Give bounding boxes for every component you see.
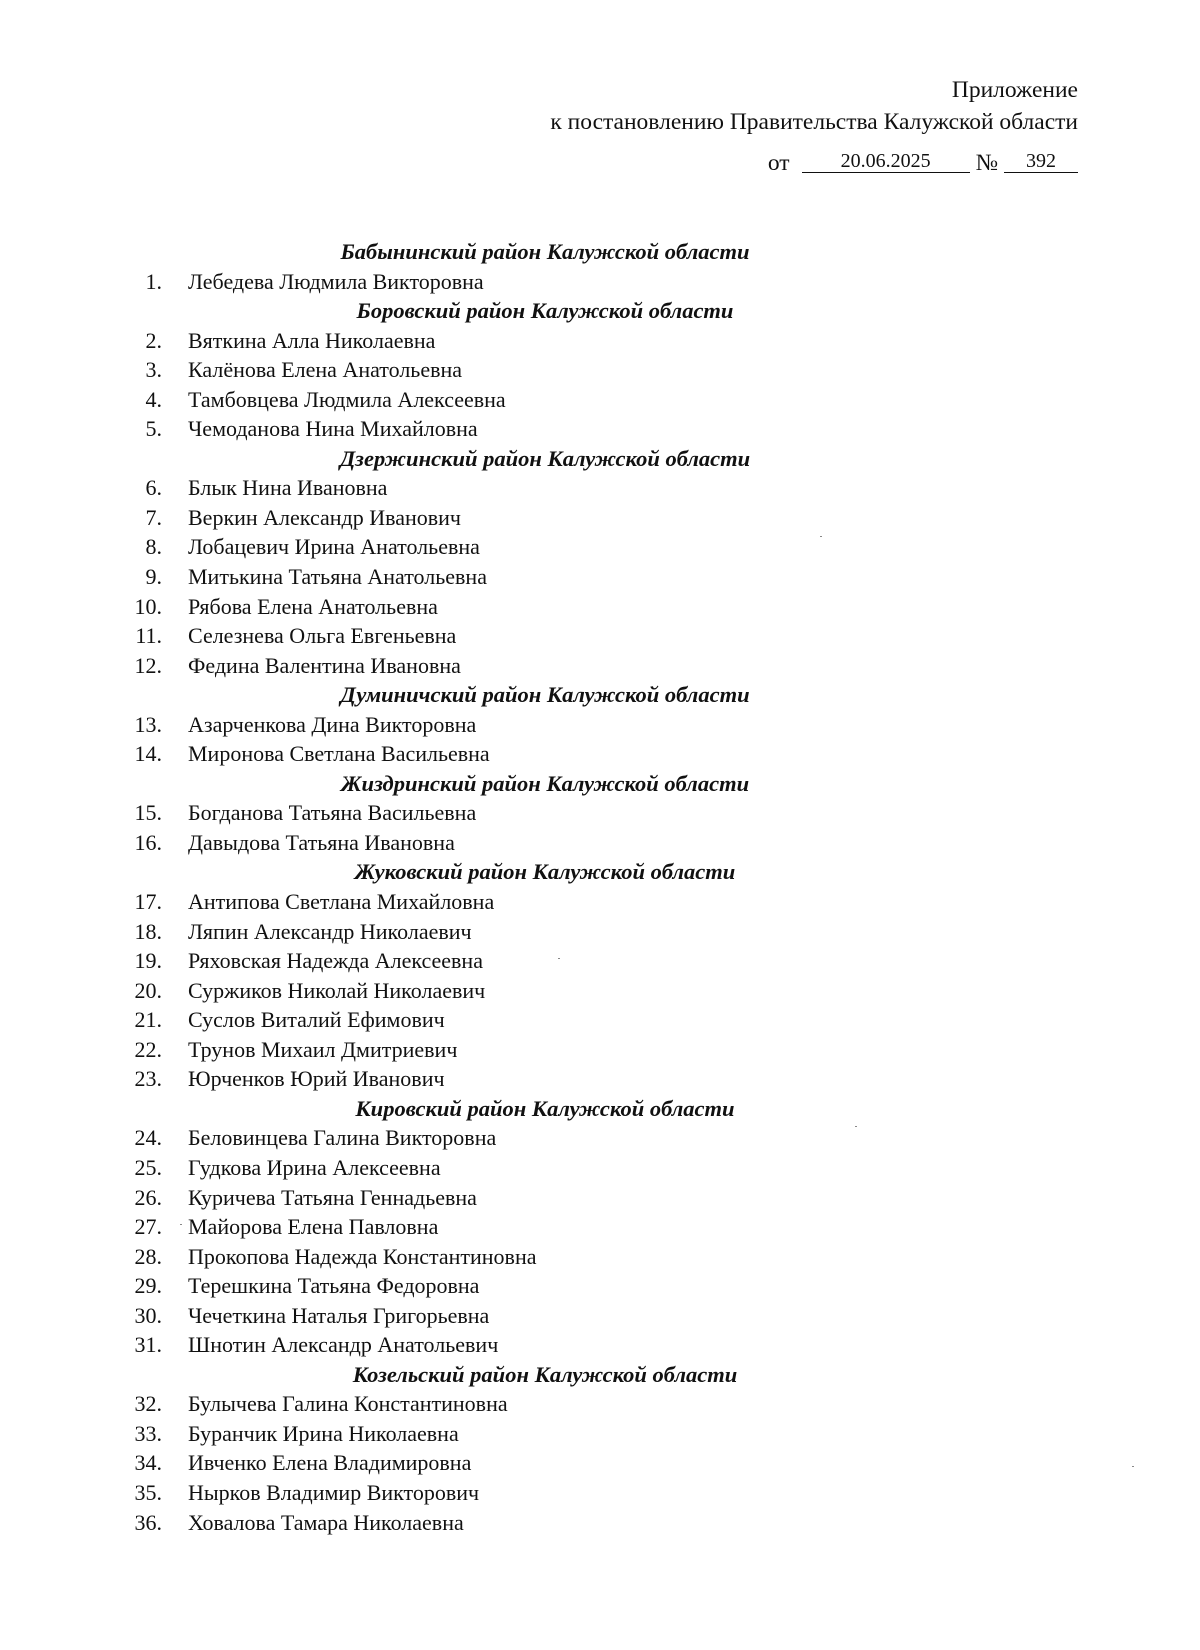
district-heading-row: [0, 237, 1200, 267]
district-heading-row: [0, 769, 1200, 799]
list-item: [0, 1330, 1200, 1360]
item-number: 23.: [134, 1066, 162, 1092]
person-name: Антипова Светлана Михайловна: [188, 889, 495, 915]
item-number: 30.: [134, 1302, 162, 1328]
from-label: от: [767, 150, 790, 176]
district-heading-row: [0, 1094, 1200, 1124]
person-name: Майорова Елена Павловна: [188, 1214, 439, 1240]
item-number: 20.: [134, 977, 162, 1003]
item-number: 1.: [145, 268, 162, 294]
list-item: [0, 414, 1200, 444]
item-number: 16.: [134, 829, 162, 855]
item-number: 28.: [134, 1243, 162, 1269]
list-item: [0, 355, 1200, 385]
person-name: Рябова Елена Анатольевна: [188, 593, 438, 619]
district-heading: Дзержинский район Калужской области: [339, 445, 751, 471]
document-header: [438, 74, 1078, 179]
person-name: Ряховская Надежда Алексеевна: [188, 948, 483, 974]
person-name: Нырков Владимир Викторович: [188, 1479, 480, 1505]
district-heading: Боровский район Калужской области: [356, 298, 734, 324]
district-heading-row: [0, 1360, 1200, 1390]
person-name: Веркин Александр Иванович: [188, 504, 461, 530]
district-heading-row: [0, 444, 1200, 474]
person-name: Буранчик Ирина Николаевна: [188, 1420, 459, 1446]
person-name: Митькина Татьяна Анатольевна: [188, 564, 487, 590]
person-name: Миронова Светлана Васильевна: [188, 741, 490, 767]
list-item: [0, 1478, 1200, 1508]
item-number: 7.: [145, 504, 162, 530]
list-item: [0, 267, 1200, 297]
district-heading-row: [0, 680, 1200, 710]
item-number: 25.: [134, 1154, 162, 1180]
item-number: 32.: [134, 1391, 162, 1417]
district-heading: Бабынинский район Калужской области: [340, 239, 750, 264]
district-heading: Кировский район Калужской области: [355, 1095, 735, 1121]
item-number: 29.: [134, 1273, 162, 1299]
person-name: Ляпин Александр Николаевич: [188, 918, 472, 944]
district-heading: Козельский район Калужской области: [352, 1361, 738, 1387]
list-item: [0, 1389, 1200, 1419]
list-item: [0, 828, 1200, 858]
person-name: Беловинцева Галина Викторовна: [188, 1125, 497, 1151]
person-name: Чемоданова Нина Михайловна: [188, 416, 478, 442]
person-name: Куричева Татьяна Геннадьевна: [188, 1184, 477, 1210]
person-name: Вяткина Алла Николаевна: [188, 327, 436, 353]
item-number: 13.: [134, 711, 162, 737]
list-item: [0, 1212, 1200, 1242]
resolution-date-line: [438, 147, 1078, 179]
number-sign: №: [975, 150, 998, 176]
list-item: [0, 1271, 1200, 1301]
list-item: [0, 1153, 1200, 1183]
person-name: Лобацевич Ирина Анатольевна: [188, 534, 480, 560]
list-item: [0, 887, 1200, 917]
scan-speck: [1132, 1466, 1134, 1467]
list-item: [0, 1508, 1200, 1538]
list-item: [0, 532, 1200, 562]
person-name: Суржиков Николай Николаевич: [188, 977, 486, 1003]
item-number: 8.: [145, 534, 162, 560]
list-item: [0, 1301, 1200, 1331]
district-heading-row: [0, 857, 1200, 887]
resolution-date: 20.06.2025: [802, 150, 970, 173]
person-name: Гудкова Ирина Алексеевна: [188, 1154, 441, 1180]
scan-speck: [558, 958, 560, 959]
list-item: [0, 710, 1200, 740]
list-item: [0, 1064, 1200, 1094]
person-name: Терешкина Татьяна Федоровна: [188, 1273, 480, 1299]
item-number: 10.: [134, 593, 162, 619]
person-name: Ивченко Елена Владимировна: [188, 1450, 472, 1476]
list-item: [0, 1419, 1200, 1449]
district-heading: Думиничский район Калужской области: [340, 682, 750, 708]
list-item: [0, 592, 1200, 622]
list-item: [0, 739, 1200, 769]
list-item: [0, 1242, 1200, 1272]
list-item: [0, 1183, 1200, 1213]
list-item: [0, 503, 1200, 533]
list-item: [0, 976, 1200, 1006]
scan-speck: [820, 536, 822, 537]
list-item: [0, 562, 1200, 592]
item-number: 4.: [145, 386, 162, 412]
list-item: [0, 621, 1200, 651]
person-name: Давыдова Татьяна Ивановна: [188, 829, 455, 855]
list-item: [0, 1123, 1200, 1153]
item-number: 9.: [145, 564, 162, 590]
person-name: Селезнева Ольга Евгеньевна: [188, 623, 457, 649]
item-number: 3.: [145, 357, 162, 383]
item-number: 24.: [134, 1125, 162, 1151]
item-number: 27.: [134, 1214, 162, 1240]
item-number: 14.: [134, 741, 162, 767]
person-name: Суслов Виталий Ефимович: [188, 1007, 445, 1033]
item-number: 21.: [134, 1007, 162, 1033]
person-name: Калёнова Елена Анатольевна: [188, 357, 463, 383]
person-name: Юрченков Юрий Иванович: [188, 1066, 445, 1092]
person-name: Азарченкова Дина Викторовна: [188, 711, 477, 737]
list-item: [0, 1035, 1200, 1065]
item-number: 22.: [134, 1036, 162, 1062]
list-item: [0, 385, 1200, 415]
item-number: 6.: [145, 475, 162, 501]
item-number: 12.: [134, 652, 162, 678]
list-item: [0, 651, 1200, 681]
district-name-list: [0, 237, 1200, 1537]
scan-speck: [855, 1126, 857, 1127]
district-heading: Жуковский район Калужской области: [354, 859, 736, 885]
list-item: [0, 1005, 1200, 1035]
person-name: Лебедева Людмила Викторовна: [188, 268, 484, 294]
item-number: 11.: [135, 623, 162, 649]
item-number: 18.: [134, 918, 162, 944]
resolution-number: 392: [1004, 150, 1078, 173]
item-number: 2.: [145, 327, 162, 353]
list-item: [0, 473, 1200, 503]
person-name: Тамбовцева Людмила Алексеевна: [188, 386, 506, 412]
list-item: [0, 1448, 1200, 1478]
list-item: [0, 946, 1200, 976]
district-heading-row: [0, 296, 1200, 326]
list-item: [0, 917, 1200, 947]
list-item: [0, 798, 1200, 828]
person-name: Булычева Галина Константиновна: [188, 1391, 508, 1417]
scan-speck: [180, 1224, 182, 1225]
item-number: 17.: [134, 889, 162, 915]
appendix-reference: к постановлению Правительства Калужской области: [550, 109, 1078, 135]
item-number: 15.: [134, 800, 162, 826]
item-number: 31.: [134, 1332, 162, 1358]
item-number: 33.: [134, 1420, 162, 1446]
person-name: Федина Валентина Ивановна: [188, 652, 461, 678]
district-heading: Жиздринский район Калужской области: [340, 770, 750, 796]
item-number: 26.: [134, 1184, 162, 1210]
list-item: [0, 326, 1200, 356]
appendix-title: Приложение: [951, 77, 1078, 103]
person-name: Трунов Михаил Дмитриевич: [188, 1036, 458, 1062]
item-number: 5.: [145, 416, 162, 442]
item-number: 19.: [134, 948, 162, 974]
person-name: Чечеткина Наталья Григорьевна: [188, 1302, 490, 1328]
person-name: Богданова Татьяна Васильевна: [188, 800, 477, 826]
person-name: Прокопова Надежда Константиновна: [188, 1243, 537, 1269]
item-number: 34.: [134, 1450, 162, 1476]
person-name: Блык Нина Ивановна: [188, 475, 388, 501]
item-number: 36.: [134, 1509, 162, 1535]
person-name: Шнотин Александр Анатольевич: [188, 1332, 499, 1358]
person-name: Ховалова Тамара Николаевна: [188, 1509, 464, 1535]
item-number: 35.: [134, 1479, 162, 1505]
